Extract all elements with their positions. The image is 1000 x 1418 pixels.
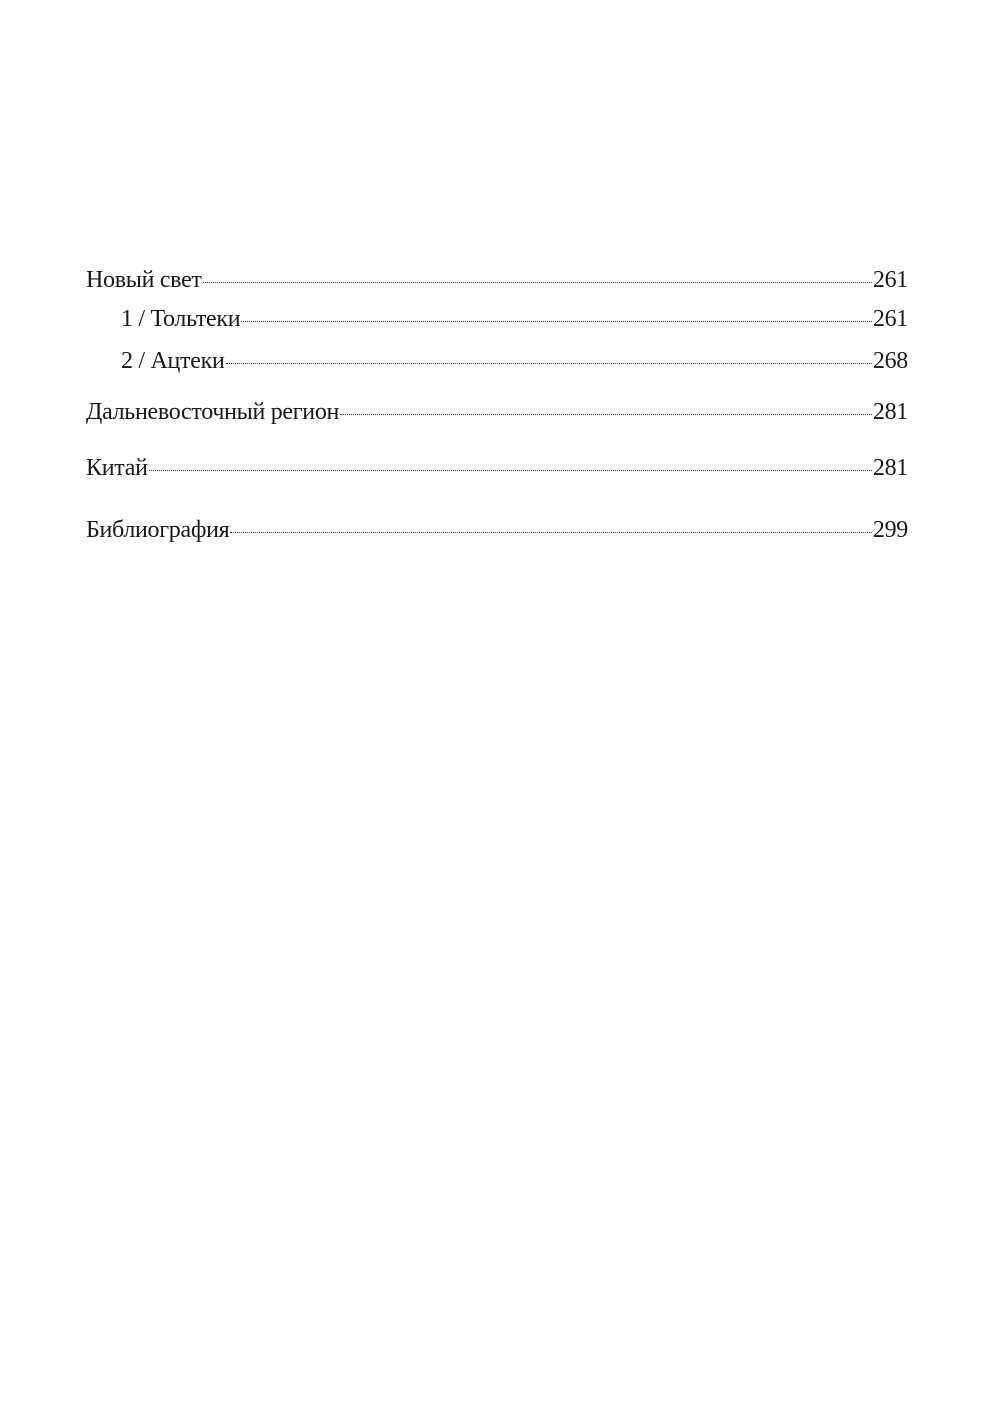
toc-entry-title: Китай — [86, 455, 148, 481]
toc-entry[interactable] — [86, 394, 908, 430]
toc-entry-page: 268 — [872, 348, 908, 374]
toc-entry-title: Дальневосточный регион — [86, 399, 340, 425]
toc-entry-page: 261 — [872, 306, 908, 332]
toc-entry-page: 281 — [872, 455, 908, 481]
dot-leader — [149, 470, 872, 471]
toc-entry-page: 281 — [872, 399, 908, 425]
toc-entry-title: Новый свет — [86, 267, 202, 293]
dot-leader — [226, 363, 872, 364]
dot-leader — [340, 414, 872, 415]
toc-entry[interactable] — [86, 512, 908, 548]
toc-entry[interactable] — [86, 450, 908, 486]
toc-subentry[interactable] — [86, 298, 908, 340]
dot-leader — [203, 282, 872, 283]
toc-entry-title: 1 / Тольтеки — [121, 306, 241, 332]
toc-entry-page: 261 — [872, 267, 908, 293]
toc-subentry[interactable] — [86, 340, 908, 382]
toc-entry-page: 299 — [872, 517, 908, 543]
dot-leader — [241, 321, 872, 322]
table-of-contents — [86, 262, 908, 548]
toc-entry[interactable] — [86, 262, 908, 298]
toc-entry-title: Библиография — [86, 517, 230, 543]
toc-entry-title: 2 / Ацтеки — [121, 348, 225, 374]
dot-leader — [230, 532, 872, 533]
